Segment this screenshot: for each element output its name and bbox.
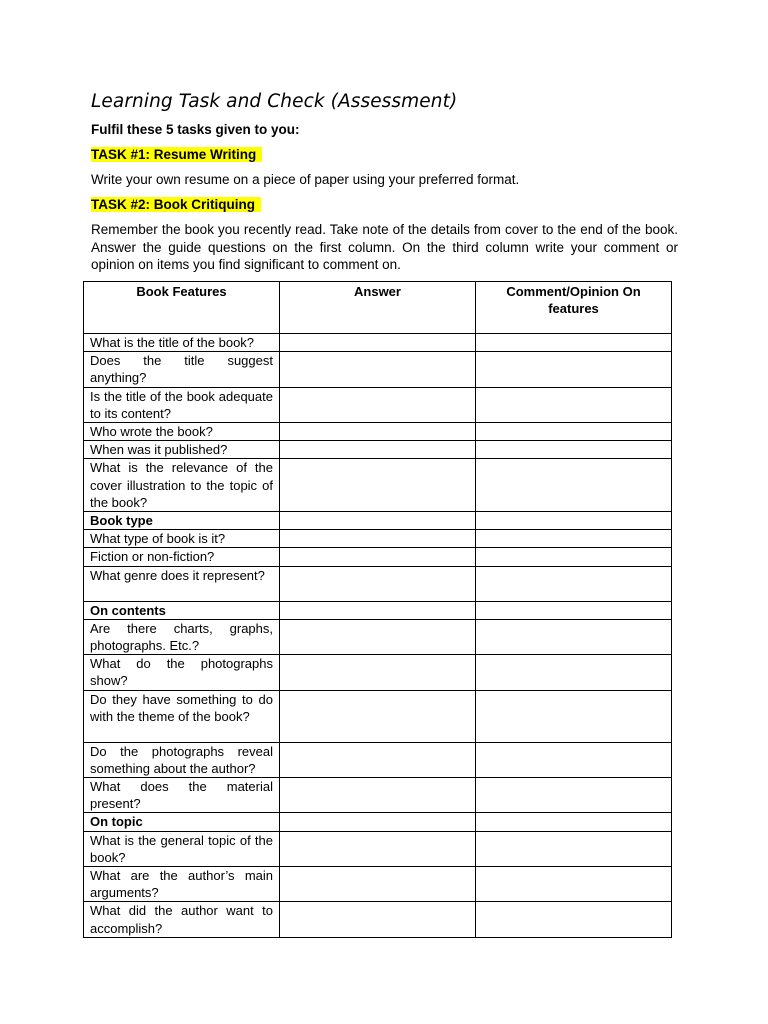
comment-cell[interactable] bbox=[476, 387, 672, 422]
table-row bbox=[84, 566, 672, 601]
question-cell: Who wrote the book? bbox=[84, 423, 280, 441]
header-answer: Answer bbox=[280, 282, 476, 334]
answer-cell[interactable] bbox=[280, 548, 476, 566]
comment-cell[interactable] bbox=[476, 601, 672, 619]
table-row bbox=[84, 690, 672, 742]
answer-cell[interactable] bbox=[280, 655, 476, 690]
comment-cell[interactable] bbox=[476, 441, 672, 459]
answer-cell[interactable] bbox=[280, 813, 476, 831]
section-label: Book type bbox=[84, 512, 280, 530]
task1-heading-highlight: TASK #1: Resume Writing bbox=[91, 147, 262, 162]
question-cell: Do the photographs reveal something about the author? bbox=[84, 742, 280, 777]
question-cell: What do the photographs show? bbox=[84, 655, 280, 690]
section-label: On topic bbox=[84, 813, 280, 831]
table-row bbox=[84, 902, 672, 937]
table-row bbox=[84, 619, 672, 654]
answer-cell[interactable] bbox=[280, 778, 476, 813]
table-row bbox=[84, 441, 672, 459]
section-label: On contents bbox=[84, 601, 280, 619]
question-cell: Does the title suggest anything? bbox=[84, 352, 280, 387]
table-row bbox=[84, 778, 672, 813]
section-row bbox=[84, 601, 672, 619]
answer-cell[interactable] bbox=[280, 601, 476, 619]
comment-cell[interactable] bbox=[476, 690, 672, 742]
comment-cell[interactable] bbox=[476, 459, 672, 512]
table-row bbox=[84, 867, 672, 902]
answer-cell[interactable] bbox=[280, 334, 476, 352]
question-cell: Is the title of the book adequate to its content? bbox=[84, 387, 280, 422]
question-cell: What is the general topic of the book? bbox=[84, 831, 280, 866]
answer-cell[interactable] bbox=[280, 352, 476, 387]
table-row bbox=[84, 831, 672, 866]
task2-heading-highlight: TASK #2: Book Critiquing bbox=[91, 197, 261, 212]
answer-cell[interactable] bbox=[280, 690, 476, 742]
question-cell: Do they have something to do with the theme of the book? bbox=[84, 690, 280, 742]
question-cell: What genre does it represent? bbox=[84, 566, 280, 601]
task1-text: Write your own resume on a piece of paper using your preferred format. bbox=[91, 172, 520, 187]
comment-cell[interactable] bbox=[476, 655, 672, 690]
answer-cell[interactable] bbox=[280, 566, 476, 601]
comment-cell[interactable] bbox=[476, 548, 672, 566]
comment-cell[interactable] bbox=[476, 831, 672, 866]
table-row bbox=[84, 334, 672, 352]
table-row bbox=[84, 459, 672, 512]
answer-cell[interactable] bbox=[280, 512, 476, 530]
task1-heading bbox=[91, 147, 262, 162]
intro-text: Fulfil these 5 tasks given to you: bbox=[91, 122, 300, 137]
section-row bbox=[84, 512, 672, 530]
table-body bbox=[84, 334, 672, 938]
comment-cell[interactable] bbox=[476, 352, 672, 387]
table-row bbox=[84, 530, 672, 548]
comment-cell[interactable] bbox=[476, 619, 672, 654]
task2-text: Remember the book you recently read. Take note of the details from cover to the end of the book. Answer the guide questions on the first column. On the third column write your comment or opinion on items you find significant to comment on. bbox=[91, 222, 678, 272]
section-row bbox=[84, 813, 672, 831]
answer-cell[interactable] bbox=[280, 902, 476, 937]
answer-cell[interactable] bbox=[280, 459, 476, 512]
answer-cell[interactable] bbox=[280, 867, 476, 902]
comment-cell[interactable] bbox=[476, 423, 672, 441]
answer-cell[interactable] bbox=[280, 831, 476, 866]
answer-cell[interactable] bbox=[280, 387, 476, 422]
question-cell: What is the relevance of the cover illustration to the topic of the book? bbox=[84, 459, 280, 512]
comment-cell[interactable] bbox=[476, 902, 672, 937]
question-cell: Are there charts, graphs, photographs. Etc.? bbox=[84, 619, 280, 654]
answer-cell[interactable] bbox=[280, 530, 476, 548]
comment-cell[interactable] bbox=[476, 742, 672, 777]
header-book-features: Book Features bbox=[84, 282, 280, 334]
comment-cell[interactable] bbox=[476, 867, 672, 902]
table-row bbox=[84, 352, 672, 387]
table-row bbox=[84, 548, 672, 566]
comment-cell[interactable] bbox=[476, 778, 672, 813]
comment-cell[interactable] bbox=[476, 512, 672, 530]
comment-cell[interactable] bbox=[476, 566, 672, 601]
question-cell: What are the author’s main arguments? bbox=[84, 867, 280, 902]
table-row bbox=[84, 655, 672, 690]
question-cell: What did the author want to accomplish? bbox=[84, 902, 280, 937]
book-features-table bbox=[83, 281, 672, 938]
table-row bbox=[84, 387, 672, 422]
question-cell: When was it published? bbox=[84, 441, 280, 459]
table-header-row bbox=[84, 282, 672, 334]
question-cell: What is the title of the book? bbox=[84, 334, 280, 352]
comment-cell[interactable] bbox=[476, 530, 672, 548]
comment-cell[interactable] bbox=[476, 334, 672, 352]
question-cell: Fiction or non-fiction? bbox=[84, 548, 280, 566]
table-row bbox=[84, 423, 672, 441]
answer-cell[interactable] bbox=[280, 423, 476, 441]
task2-heading bbox=[91, 197, 261, 212]
table-row bbox=[84, 742, 672, 777]
question-cell: What type of book is it? bbox=[84, 530, 280, 548]
answer-cell[interactable] bbox=[280, 742, 476, 777]
answer-cell[interactable] bbox=[280, 441, 476, 459]
answer-cell[interactable] bbox=[280, 619, 476, 654]
page-title: Learning Task and Check (Assessment) bbox=[91, 91, 458, 112]
question-cell: What does the material present? bbox=[84, 778, 280, 813]
header-comment-opinion: Comment/Opinion On features bbox=[476, 282, 672, 334]
comment-cell[interactable] bbox=[476, 813, 672, 831]
